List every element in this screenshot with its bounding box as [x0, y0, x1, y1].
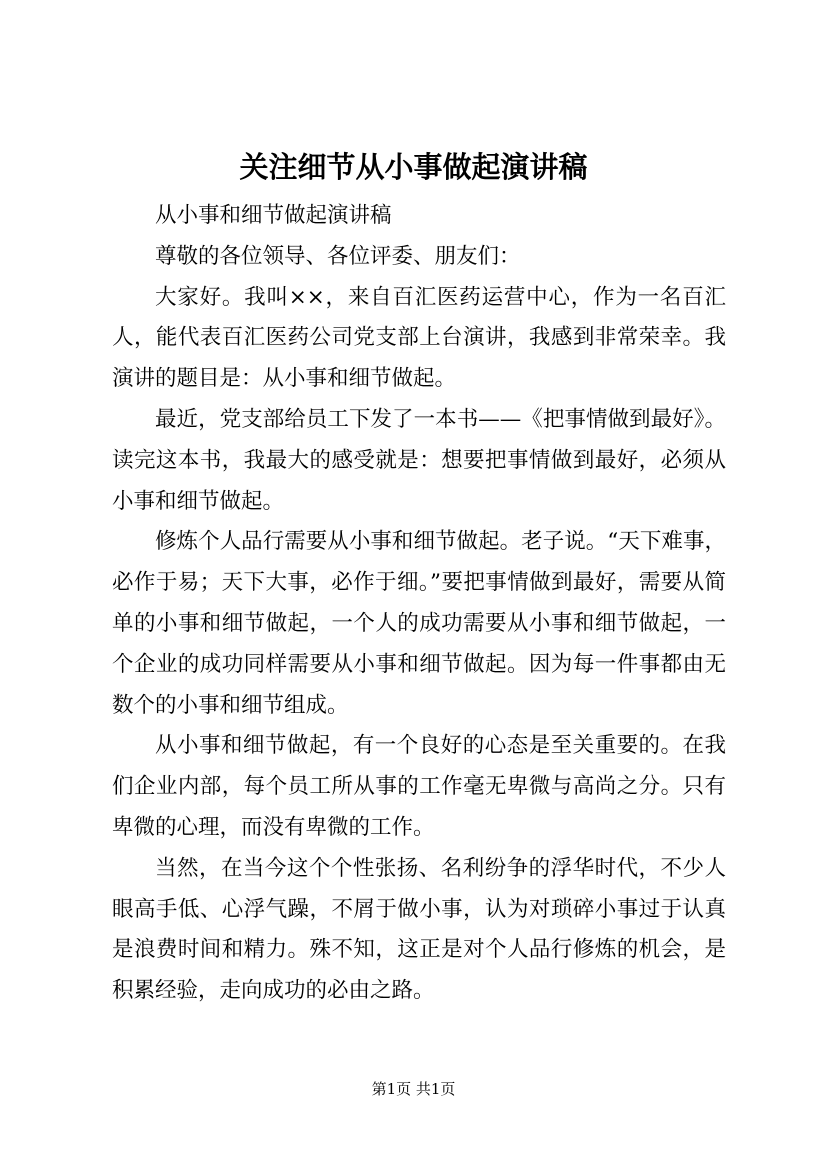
paragraph-intro: 大家好。我叫××，来自百汇医药运营中心，作为一名百汇人，能代表百汇医药公司党支部上台演讲，我感到非常荣幸。我演讲的题目是：从小事和细节做起。: [112, 284, 726, 392]
paragraph-character: 修炼个人品行需要从小事和细节做起。老子说。“天下难事，必作于易；天下大事，必作于细。”要把事情做到最好，需要从简单的小事和细节做起，一个人的成功需要从小事和细节做起，一个企业的成功同样需要从小事和细节做起。因为每一件事都由无数个的小事和细节组成。: [112, 529, 726, 718]
paragraph-attitude: 从小事和细节做起，有一个良好的心态是至关重要的。在我们企业内部，每个员工所从事的工作毫无卑微与高尚之分。只有卑微的心理，而没有卑微的工作。: [112, 733, 726, 840]
page-number-footer: 第1页 共1页: [371, 1080, 456, 1098]
paragraph-book: 最近，党支部给员工下发了一本书——《把事情做到最好》。读完这本书，我最大的感受就是：想要把事情做到最好，必须从小事和细节做起。: [112, 406, 726, 514]
document-body: [112, 196, 726, 1012]
paragraph-conclusion: 当然，在当今这个个性张扬、名利纷争的浮华时代，不少人眼高手低、心浮气躁，不屑于做小事，认为对琐碎小事过于认真是浪费时间和精力。殊不知，这正是对个人品行修炼的机会，是积累经验，走向成功的必由之路。: [112, 855, 726, 1004]
paragraph-salutation: 尊敬的各位领导、各位评委、朋友们：: [155, 243, 521, 269]
paragraph-subtitle: 从小事和细节做起演讲稿: [155, 203, 392, 228]
document-title: 关注细节从小事做起演讲稿: [239, 150, 588, 184]
